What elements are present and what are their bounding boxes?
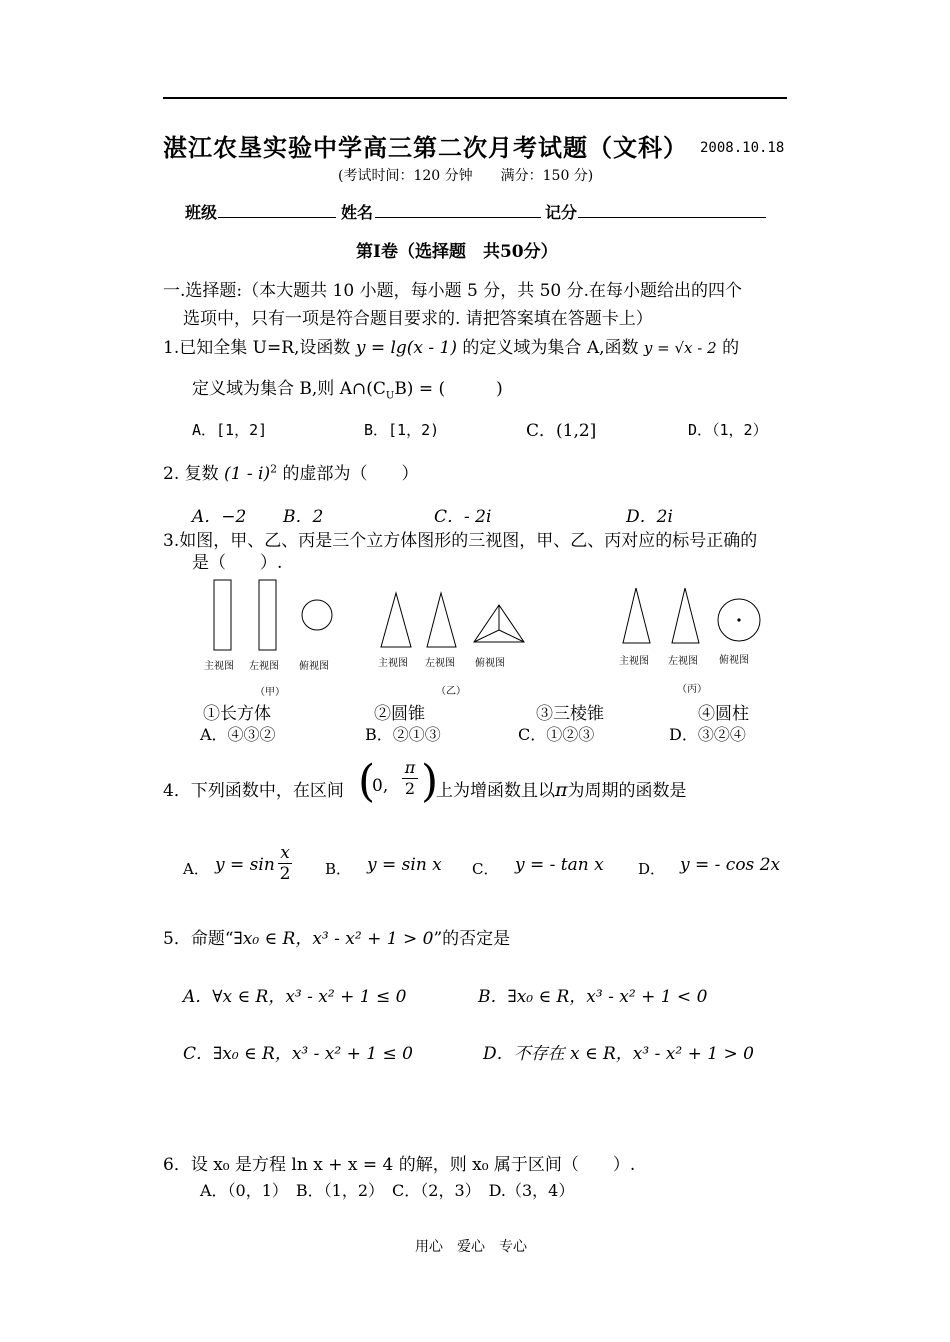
group-label-jia: （甲） [255, 687, 285, 698]
q1-func1: y = lg(x - 1) [355, 338, 458, 358]
q5-option-a: A．∀x ∈ R，x³ - x² + 1 ≤ 0 [183, 987, 407, 1007]
q4-frac-num: π [404, 758, 416, 777]
bing-label-front: 主视图 [619, 656, 649, 667]
name-field[interactable] [375, 217, 541, 218]
yi-front-view-triangle [381, 593, 411, 647]
exam-title: 湛江农垦实验中学高三第二次月考试题（文科） [163, 133, 688, 162]
class-label: 班级 [185, 203, 218, 222]
section-title: 第Ⅰ卷（选择题 共50分） [356, 242, 558, 262]
q3-stem-line2: 是（ ）. [192, 553, 283, 573]
name-label: 姓名 [341, 203, 374, 222]
q1-stem-c: 的 [722, 338, 740, 358]
q4-option-a-label: A． [183, 860, 209, 878]
q4-left-paren: ( [358, 756, 376, 807]
q3-option-d: D．③②④ [669, 725, 746, 744]
bing-label-side: 左视图 [668, 656, 698, 667]
jia-side-view-rect [259, 580, 276, 650]
q5-expr: ∃x₀ ∈ R，x³ - x² + 1 > 0 [233, 929, 434, 949]
jia-label-front: 主视图 [204, 661, 234, 672]
jia-top-view-circle [302, 600, 332, 630]
q6-stem: 6．设 x₀ 是方程 ln x + x = 4 的解，则 x₀ 属于区间（ ）. [163, 1155, 636, 1175]
q5-option-b: B．∃x₀ ∈ R，x³ - x² + 1 < 0 [478, 987, 708, 1007]
q4-stem-line [436, 776, 687, 801]
q4-stem-c: 为周期的函数是 [567, 781, 687, 801]
group-label-bing: （丙） [677, 684, 707, 695]
top-rule [163, 97, 787, 99]
q1-stem-line2-a: 定义域为集合 B,则 A∩(C [192, 379, 386, 399]
score-field[interactable] [578, 217, 766, 218]
q4-option-a-frac [278, 843, 292, 884]
yi-label-front: 主视图 [378, 658, 408, 669]
q3-option-b: B．②①③ [365, 725, 441, 744]
yi-label-top: 俯视图 [475, 658, 505, 669]
yi-label-side: 左视图 [425, 658, 455, 669]
q4-stem-b: 上为增函数且以 [436, 781, 555, 801]
jia-label-top: 俯视图 [299, 661, 329, 672]
q4-right-paren: ) [421, 756, 439, 807]
q1-option-d: D．（1，2） [688, 421, 768, 439]
q2-option-d: D．2i [626, 507, 673, 527]
q1-stem-line2 [192, 374, 503, 401]
bing-side-view-triangle [672, 588, 699, 643]
q2-option-b: B．2 [283, 507, 324, 527]
yi-side-view-triangle [427, 593, 456, 647]
q6-options: A．（0，1） B．（1，2） C．（2，3） D.（3，4） [200, 1181, 575, 1200]
q4-interval-left: 0, [372, 776, 389, 796]
q1-func2: y = √x - 2 [643, 339, 717, 357]
jia-front-view-rect [214, 580, 231, 650]
q1-option-a: A．[1，2] [192, 421, 268, 439]
q1-option-b: B．[1，2) [364, 421, 440, 439]
yi-top-view-triangle [474, 605, 524, 642]
q1-stem-line2-end: B) = ( ) [394, 379, 503, 399]
class-field[interactable] [218, 217, 336, 218]
exam-date: 2008.10.18 [700, 140, 785, 156]
q1-stem-line1 [163, 333, 739, 358]
q4-option-a-den: 2 [279, 864, 291, 884]
q2-option-c: C．- 2i [434, 507, 492, 527]
q4-frac-den: 2 [404, 779, 416, 798]
bing-label-top: 俯视图 [719, 655, 749, 666]
q3-option-a: A．④③② [200, 725, 276, 744]
page-footer: 用心 爱心 专心 [415, 1239, 527, 1255]
solid-3: ③三棱锥 [536, 704, 604, 724]
solid-4: ④圆柱 [698, 704, 749, 724]
q4-option-b-label: B． [325, 860, 352, 878]
q3-stem-line1: 3.如图，甲、乙、丙是三个立方体图形的三视图，甲、乙、丙对应的标号正确的 [163, 531, 758, 551]
bing-top-view-circle [718, 599, 760, 641]
q2-stem [163, 459, 419, 484]
solid-2: ②圆锥 [374, 704, 425, 724]
q4-pi: π [555, 779, 568, 801]
q4-option-c-expr: y = - tan x [515, 855, 604, 875]
q1-stem-b: 的定义域为集合 A,函数 [462, 338, 639, 358]
q2-expr: (1 - i) [224, 464, 271, 484]
q5-stem [163, 924, 510, 949]
q4-option-d-label: D． [638, 860, 666, 878]
q4-option-a-expr: y = sin [215, 855, 275, 875]
jia-label-side: 左视图 [249, 661, 279, 672]
q5-stem-b: ”的否定是 [433, 929, 511, 949]
part1-instructions-1: 一.选择题:（本大题共 10 小题，每小题 5 分，共 50 分.在每小题给出的四个 [163, 281, 743, 301]
part1-instructions-2: 选项中，只有一项是符合题目要求的. 请把答案填在答题卡上） [183, 309, 653, 329]
solid-1: ①长方体 [203, 704, 271, 724]
score-label: 记分 [545, 203, 578, 222]
q1-stem-a: 1.已知全集 U=R,设函数 [163, 338, 351, 358]
q4-option-c-label: C． [472, 860, 499, 878]
q3-option-c: C．①②③ [518, 725, 595, 744]
q2-sup: 2 [270, 462, 278, 476]
q4-option-a-num: x [280, 843, 290, 863]
q4-option-b-expr: y = sin x [367, 855, 442, 875]
q4-frac [402, 758, 418, 798]
q4-option-d-expr: y = - cos 2x [680, 855, 781, 875]
group-label-yi: （乙） [436, 686, 466, 697]
q1-option-c: C．(1,2] [526, 421, 597, 441]
exam-subtitle: (考试时间：120 分钟 满分：150 分) [338, 168, 594, 184]
q1-sub-u: U [385, 390, 395, 402]
q4-stem-a: 4．下列函数中，在区间 [163, 781, 344, 801]
q2-stem-b: 的虚部为（ ） [282, 464, 419, 484]
q2-stem-a: 2. 复数 [163, 464, 219, 484]
q5-stem-a: 5．命题“ [163, 929, 234, 949]
q2-option-a: A．−2 [192, 507, 247, 527]
q5-option-c: C．∃x₀ ∈ R，x³ - x² + 1 ≤ 0 [183, 1044, 413, 1064]
q5-option-d: D．不存在 x ∈ R，x³ - x² + 1 > 0 [483, 1044, 754, 1064]
bing-front-view-triangle [623, 588, 650, 643]
